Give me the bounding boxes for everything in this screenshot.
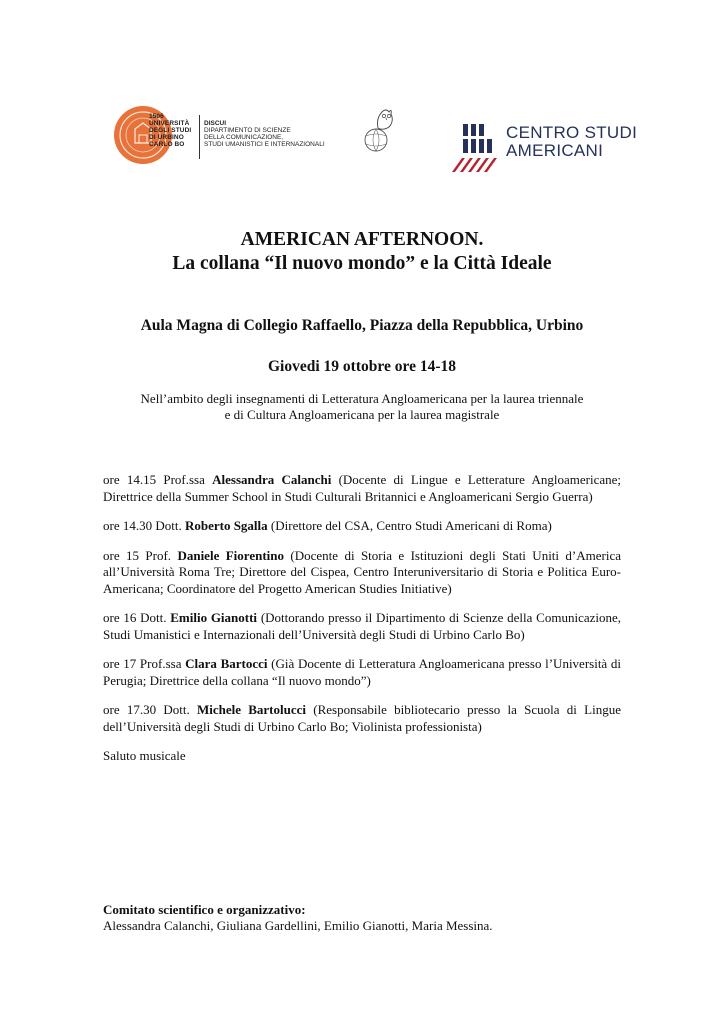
speaker-name: Emilio Gianotti — [170, 610, 258, 625]
program-time: ore 17.30 Dott. — [103, 702, 190, 717]
csa-line-1: CENTRO STUDI — [506, 123, 638, 142]
program-list — [103, 472, 621, 764]
speaker-description: (Docente di Lingue e Letterature Angloamericane; Direttrice della Summer School in Studi Culturali Britannici e Angloamericani Sergio Guerra) — [103, 472, 621, 504]
event-title — [0, 228, 724, 276]
logo-row — [0, 100, 724, 180]
program-time: ore 14.15 Prof.ssa — [103, 472, 205, 487]
department-line: STUDI UMANISTICI E INTERNAZIONALI — [204, 141, 325, 148]
program-time: ore 17 Prof.ssa — [103, 656, 182, 671]
closing-note: Saluto musicale — [103, 748, 186, 763]
speaker-description: (Docente di Storia e Istituzioni degli Stati Uniti d’America all’Università Roma Tre; Direttore del Cispea, Centro Interuniversitario di Storia e Politica Euro-Americana; Coordinatore del Progetto American Studies Initiative) — [103, 547, 622, 596]
speaker-name: Alessandra Calanchi — [212, 472, 332, 487]
speaker-name: Michele Bartolucci — [196, 702, 306, 717]
program-item — [103, 548, 621, 598]
department-name — [204, 120, 325, 148]
speaker-name: Roberto Sgalla — [184, 518, 268, 533]
speaker-name: Daniele Fiorentino — [177, 547, 284, 563]
program-time: ore 16 Dott. — [103, 610, 167, 625]
department-line: DIPARTIMENTO DI SCIENZE — [204, 127, 291, 134]
csa-line-2: AMERICANI — [506, 141, 604, 160]
speaker-description: (Dottorando presso il Dipartimento di Scienze della Comunicazione, Studi Umanistici e Internazionali dell’Università degli Studi di Urbino Carlo Bo) — [103, 610, 622, 642]
university-name-line: DEGLI STUDI — [149, 127, 192, 134]
csa-name — [506, 124, 637, 160]
speaker-description: (Direttore del CSA, Centro Studi Americani di Roma) — [270, 518, 552, 533]
department-abbr: DISCUI — [204, 120, 227, 127]
event-venue: Aula Magna di Collegio Raffaello, Piazza della Repubblica, Urbino — [140, 317, 584, 334]
context-line-1: Nell’ambito degli insegnamenti di Letteratura Angloamericana per la laurea triennale — [140, 391, 584, 406]
csa-columns-icon — [450, 122, 500, 174]
context-line-2: e di Cultura Angloamericana per la laurea magistrale — [224, 407, 500, 422]
program-item — [103, 518, 621, 535]
program-item — [103, 472, 621, 505]
university-name-line: CARLO BO — [149, 141, 185, 148]
speaker-description: (Già Docente di Letteratura Angloamericana presso l’Università di Perugia; Direttrice della collana “Il nuovo mondo”) — [103, 656, 621, 688]
speaker-description: (Responsabile bibliotecario presso la Scuola di Lingue dell’Università degli Studi di Urbino Carlo Bo; Violinista professionista) — [103, 702, 621, 734]
event-date: Giovedi 19 ottobre ore 14-18 — [268, 358, 456, 375]
speaker-name: Clara Bartocci — [185, 656, 268, 671]
title-line-1: AMERICAN AFTERNOON. — [240, 229, 484, 250]
committee-title: Comitato scientifico e organizzativo: — [103, 902, 306, 917]
program-time: ore 14.30 Dott. — [103, 518, 182, 533]
program-item — [103, 610, 621, 643]
university-name-line: DI URBINO — [149, 134, 184, 141]
committee-members: Alessandra Calanchi, Giuliana Gardellini, Emilio Gianotti, Maria Messina. — [103, 918, 493, 933]
csa-logo — [450, 122, 640, 178]
university-name-line: UNIVERSITÀ — [149, 120, 190, 127]
program-time: ore 15 Prof. — [103, 547, 172, 563]
logo-divider — [199, 115, 200, 159]
university-year: 1506 — [149, 113, 164, 120]
university-name — [149, 113, 191, 148]
event-context — [0, 391, 724, 423]
program-item — [103, 702, 621, 735]
title-line-2: La collana “Il nuovo mondo” e la Città Ideale — [172, 253, 552, 274]
university-logo — [113, 105, 328, 167]
department-line: DELLA COMUNICAZIONE, — [204, 134, 284, 141]
program-item — [103, 656, 621, 689]
owl-globe-icon — [358, 106, 398, 154]
committee — [103, 902, 621, 934]
